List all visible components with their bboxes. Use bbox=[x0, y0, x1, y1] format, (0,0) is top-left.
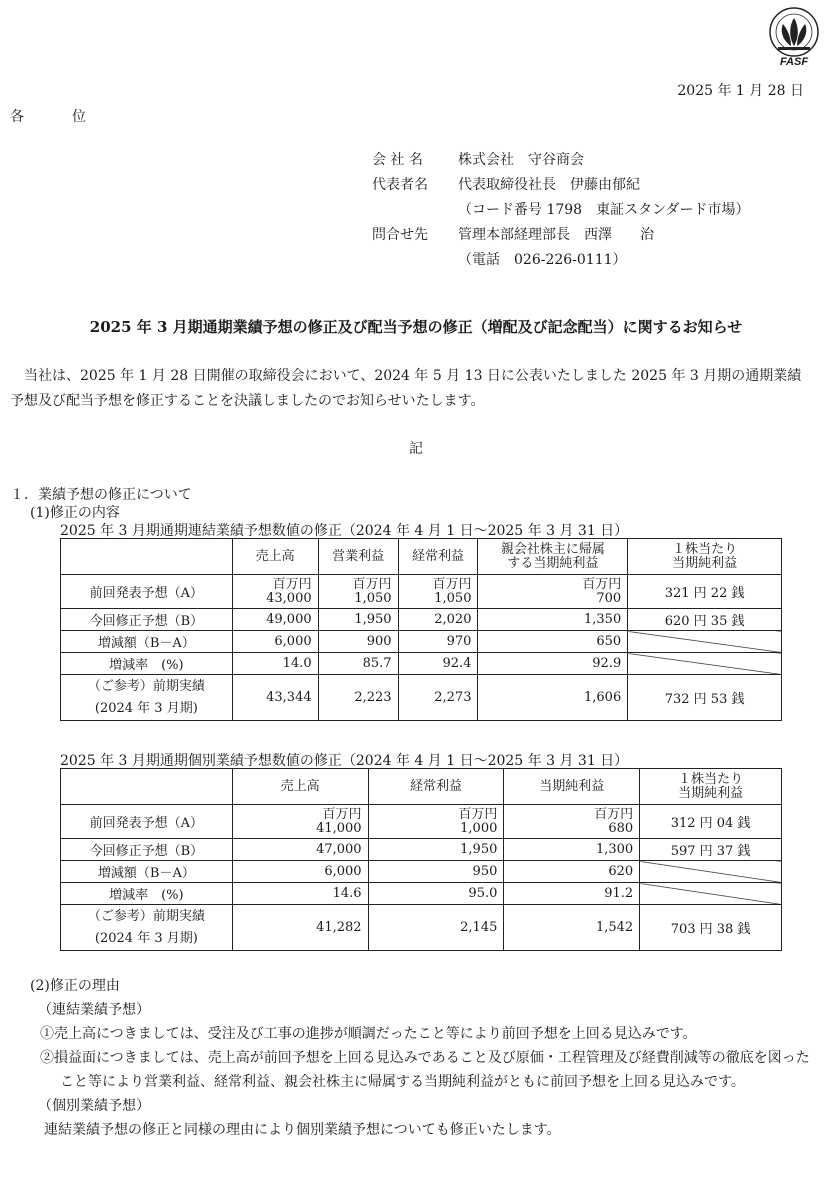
reason-item-1: ①売上高につきましては、受注及び工事の進捗が順調だったこと等により前回予想を上回る見込みです。 bbox=[40, 1026, 697, 1042]
table-row: 前回発表予想（A） 百万円 43,000 百万円 1,050 百万円 1,050 百万円 700 321 円 22 銭 bbox=[61, 575, 782, 609]
representative-label: 代表者名 bbox=[372, 177, 428, 193]
diagonal-cell bbox=[628, 653, 782, 675]
diagonal-cell bbox=[628, 631, 782, 653]
header-empty bbox=[61, 769, 233, 805]
table-header-row bbox=[61, 769, 782, 805]
reason-item-2: ②損益面につきましては、売上高が前回予想を上回る見込みであること及び原価・工程管理及び経費削減等の徹底を図ったこと等により営業利益、経常利益、親会社株主に帰属する当期純利益がともに前回予想を上回る見込みです。 bbox=[40, 1050, 810, 1090]
table-row: 増減率 (%) 14.6 95.0 91.2 bbox=[61, 883, 782, 905]
table-row: 今回修正予想（B） 47,000 1,950 1,300 597 円 37 銭 bbox=[61, 839, 782, 861]
contact-label: 問合せ先 bbox=[372, 227, 428, 243]
logo-text: FASF bbox=[779, 56, 809, 68]
table-row: （ご参考）前期実績 (2024 年 3 月期) 43,344 2,223 2,273 1,606 732 円 53 銭 bbox=[61, 675, 782, 721]
table-row: 今回修正予想（B） 49,000 1,950 2,020 1,350 620 円 35 銭 bbox=[61, 609, 782, 631]
revision-reasons bbox=[30, 974, 810, 1142]
consolidated-table bbox=[60, 538, 782, 721]
nonconsolidated-reason-text: 連結業績予想の修正と同様の理由により個別業績予想についても修正いたします。 bbox=[44, 1122, 561, 1138]
representative: 代表取締役社長 伊藤由郁紀 bbox=[458, 177, 640, 193]
securities-code: （コード番号 1798 東証スタンダード市場） bbox=[458, 202, 750, 218]
addressee-part-b: 位 bbox=[72, 109, 86, 125]
ki-mark: 記 bbox=[409, 441, 423, 457]
company-info bbox=[372, 148, 750, 273]
header-sales: 売上高 bbox=[232, 769, 368, 805]
nonconsolidated-caption: 2025 年 3 月期通期個別業績予想数値の修正（2024 年 4 月 1 日～2025 年 3 月 31 日） bbox=[60, 753, 629, 769]
consolidated-reasons-heading: （連結業績予想） bbox=[38, 1002, 150, 1018]
diagonal-cell bbox=[640, 883, 782, 905]
header-ordinary-profit: 経常利益 bbox=[368, 769, 504, 805]
company-name: 株式会社 守谷商会 bbox=[458, 152, 584, 168]
section-heading: １．業績予想の修正について bbox=[10, 487, 192, 503]
header-eps: １株当たり 当期純利益 bbox=[628, 539, 782, 575]
table-row: （ご参考）前期実績 (2024 年 3 月期) 41,282 2,145 1,542 703 円 38 銭 bbox=[61, 905, 782, 951]
reasons-heading: (2)修正の理由 bbox=[30, 978, 120, 994]
nonconsolidated-table bbox=[60, 768, 782, 951]
document-date: 2025 年 1 月 28 日 bbox=[677, 83, 804, 99]
table-row: 前回発表予想（A） 百万円 41,000 百万円 1,000 百万円 680 312 円 04 銭 bbox=[61, 805, 782, 839]
table-row: 増減額（B－A） 6,000 900 970 650 bbox=[61, 631, 782, 653]
header-sales: 売上高 bbox=[232, 539, 318, 575]
header-net-income: 親会社株主に帰属 する当期純利益 bbox=[478, 539, 628, 575]
company-name-label: 会 社 名 bbox=[372, 152, 423, 168]
subsection-heading: (1)修正の内容 bbox=[30, 505, 120, 521]
page-title: 2025 年 3 月期通期業績予想の修正及び配当予想の修正（増配及び記念配当）に関するお知らせ bbox=[89, 318, 743, 336]
phone: （電話 026-226-0111） bbox=[458, 252, 627, 268]
table-header-row bbox=[61, 539, 782, 575]
fasf-logo bbox=[764, 6, 824, 70]
table-row: 増減額（B－A） 6,000 950 620 bbox=[61, 861, 782, 883]
table-row: 増減率 (%) 14.0 85.7 92.4 92.9 bbox=[61, 653, 782, 675]
header-ordinary-profit: 経常利益 bbox=[398, 539, 478, 575]
addressee-part-a: 各 bbox=[10, 109, 24, 125]
intro-paragraph: 当社は、2025 年 1 月 28 日開催の取締役会において、2024 年 5 月 13 日に公表いたしました 2025 年 3 月期の通期業績予想及び配当予想を修正することを決議しましたのでお知らせいたします。 bbox=[10, 368, 802, 409]
header-empty bbox=[61, 539, 233, 575]
contact: 管理本部経理部長 西澤 治 bbox=[458, 227, 654, 243]
header-net-income: 当期純利益 bbox=[504, 769, 640, 805]
addressee bbox=[10, 106, 86, 126]
nonconsolidated-reasons-heading: （個別業績予想） bbox=[38, 1098, 150, 1114]
header-operating-profit: 営業利益 bbox=[318, 539, 398, 575]
header-eps: １株当たり 当期純利益 bbox=[640, 769, 782, 805]
diagonal-cell bbox=[640, 861, 782, 883]
consolidated-caption: 2025 年 3 月期通期連結業績予想数値の修正（2024 年 4 月 1 日～2025 年 3 月 31 日） bbox=[60, 523, 629, 539]
